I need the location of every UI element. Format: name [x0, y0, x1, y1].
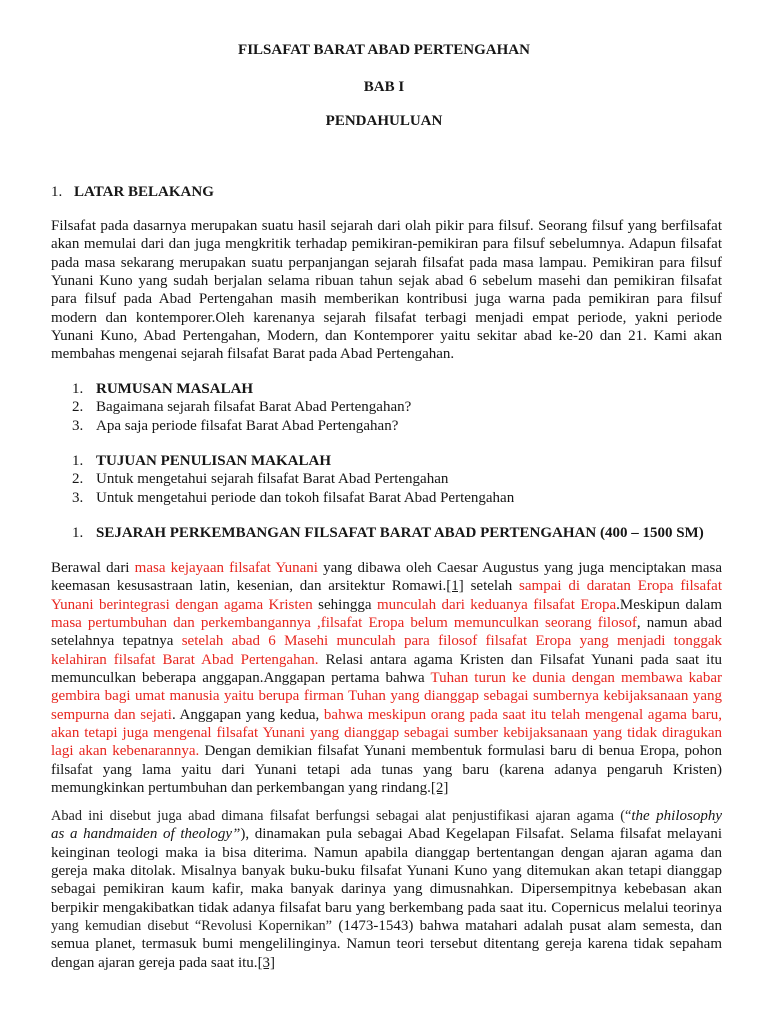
italic-term: as a handmaiden of theology”: [51, 826, 241, 843]
section-heading-latar-belakang: [51, 183, 214, 201]
paragraph-sejarah-1: [51, 559, 722, 797]
text-line: [51, 917, 722, 935]
text-run: Berawal dari: [51, 560, 135, 576]
text-line: [51, 899, 722, 917]
text-run: Relasi antara agama Kristen dan Filsafat Yunani pada saat itu: [318, 651, 722, 668]
list-number: 3.: [72, 489, 84, 506]
text-run: . Anggapan yang kedua,: [171, 706, 324, 723]
italic-term: the philosophy: [631, 808, 722, 824]
footnote-ref-link[interactable]: [3]: [257, 954, 276, 971]
text-line: [51, 290, 722, 308]
text-run: setelah: [463, 578, 520, 595]
text-run: memungkinkan pertumbuhan dan perkembangan yang rindang.: [51, 780, 431, 797]
list-tujuan-penulisan: [72, 452, 514, 507]
text-run: Yunani Kuno, Abad Pertengahan, Modern, dan Kontemporer yaitu sekitar abad ke-20 dan 21. Kami akan: [51, 328, 722, 345]
text-run: modern dan kontemporer.Oleh karenanya sejarah filsafat terbagi menjadi empat periode, yakni periode: [51, 309, 722, 326]
section-heading-sejarah: [72, 524, 704, 542]
section-heading-text: LATAR BELAKANG: [74, 184, 214, 200]
highlighted-text: lagi akan kebenarannya.: [51, 743, 200, 760]
text-line: [51, 779, 722, 797]
text-run: Filsafat pada dasarnya merupakan suatu hasil sejarah dari olah pikir para filsuf. Seorang filsuf yang berfilsafat: [51, 218, 722, 234]
text-run: sebagai pemikiran kaum kafir, maka banyak darinya yang dimusnahkan. Dipersempitnya kebebasan akan: [51, 881, 722, 898]
highlighted-text: gembira bagi umat manusia yaitu berupa firman Tuhan yang dianggap sebagai sumbernya kebijaksanaan yang: [51, 688, 722, 705]
text-run: berpikir mengakibatkan tidak adanya filsafat baru yang berkembang pada saat itu. Copernicus melalui teorinya: [51, 899, 722, 916]
text-line: [51, 935, 722, 953]
text-line: [51, 309, 722, 327]
text-line: [51, 577, 722, 595]
text-line: [51, 596, 722, 614]
list-item: [72, 380, 411, 398]
highlighted-text: munculah dari keduanya filsafat Eropa: [376, 596, 617, 613]
text-line: [51, 706, 722, 724]
list-rumusan-masalah: [72, 380, 411, 435]
list-number: 3.: [72, 417, 84, 434]
text-line: [51, 651, 722, 669]
text-line: [51, 235, 722, 253]
footnote-ref-link[interactable]: [1]: [446, 578, 464, 595]
text-run: Dengan demikian filsafat Yunani membentuk formulasi baru di benua Eropa, pohon: [199, 743, 723, 760]
text-line: [51, 669, 722, 687]
text-line: [51, 862, 722, 880]
highlighted-text: Yunani berintegrasi dengan agama Kristen: [51, 596, 313, 613]
text-line: [51, 761, 722, 779]
text-run: sehingga: [312, 596, 377, 613]
highlighted-text: masa kejayaan filsafat Yunani: [134, 560, 318, 576]
text-run: semua planet, termasuk bumi mengelilinginya. Namun teori tersebut ditentang gereja karena tidak sepaham: [51, 936, 722, 953]
text-line: [51, 880, 722, 898]
highlighted-text: masa pertumbuhan dan perkembangannya ,filsafat Eropa belum memunculkan seorang filosof: [51, 615, 637, 632]
list-item: [72, 452, 514, 470]
text-run: memunculkan beberapa anggapan.Anggapan pertama bahwa: [51, 670, 431, 687]
list-item: [72, 470, 514, 488]
text-line: [51, 345, 722, 363]
text-run: membahas mengenai sejarah filsafat Barat pada Abad Pertengahan.: [51, 346, 455, 363]
text-run: filsafat yang lama yaitu dari Yunani tetapi ada tunas yang baru (karena adanya pengaruh Kristen): [51, 761, 722, 778]
list-item-text: Bagaimana sejarah filsafat Barat Abad Pertengahan?: [96, 399, 412, 416]
text-line: [51, 272, 722, 290]
section-number: 1.: [72, 525, 84, 541]
text-run: Abad ini disebut juga abad dimana filsafat berfungsi sebagai alat penjustifikasi ajaran agama (“: [51, 808, 632, 824]
highlighted-text: kelahiran filsafat Barat Abad Pertengahan.: [51, 651, 319, 668]
footnote-ref-link[interactable]: [2]: [430, 780, 449, 797]
text-run: keinginan teologi maka ia bisa diterima. Namun apabila dianggap bertentangan dengan ajaran agama dan: [51, 844, 722, 861]
text-line: [51, 724, 722, 742]
list-number: 2.: [72, 471, 84, 488]
paragraph-latar-belakang: [51, 217, 722, 364]
list-item: [72, 398, 411, 416]
text-line: [51, 807, 722, 825]
highlighted-text: setelah abad 6 Masehi munculah para filosof filsafat Eropa yang menjadi tonggak: [181, 633, 722, 650]
text-line: [51, 614, 722, 632]
list-item-text: Apa saja periode filsafat Barat Abad Pertengahan?: [96, 417, 399, 434]
highlighted-text: sempurna dan sejati: [51, 706, 172, 723]
text-line: [51, 254, 722, 272]
text-run: ), dinamakan pula sebagai Abad Kegelapan Filsafat. Selama filsafat melayani: [240, 826, 722, 843]
text-run: para filsuf pada Abad Pertengahan masih memberikan kontribusi juga warna pada pemikiran para filsuf: [51, 291, 722, 308]
text-line: [51, 954, 722, 972]
text-run: , namun abad: [636, 615, 722, 632]
list-heading-text: RUMUSAN MASALAH: [96, 381, 254, 397]
list-item: [72, 489, 514, 507]
list-item-text: Untuk mengetahui sejarah filsafat Barat Abad Pertengahan: [96, 471, 449, 488]
text-run: yang dibawa oleh Caesar Augustus yang juga menciptakan masa: [317, 560, 722, 576]
list-number: 1.: [72, 381, 84, 397]
list-item-text: Untuk mengetahui periode dan tokoh filsafat Barat Abad Pertengahan: [96, 489, 515, 506]
list-heading-text: TUJUAN PENULISAN MAKALAH: [96, 453, 332, 469]
text-run: setelahnya tepatnya: [51, 633, 182, 650]
list-number: 2.: [72, 399, 84, 416]
text-line: [51, 687, 722, 705]
text-line: [51, 632, 722, 650]
text-line: [51, 327, 722, 345]
chapter-number: BAB I: [363, 79, 405, 95]
text-run: Yunani Kuno yang sudah berjalan selama ribuan tahun sejak abad 6 sebelum masehi dan pemikiran filsafat: [51, 273, 722, 290]
text-run: yang kemudian disebut “Revolusi Kopernikan”: [51, 918, 333, 935]
text-line: [51, 825, 722, 843]
chapter-title: PENDAHULUAN: [325, 113, 443, 129]
paragraph-sejarah-2: [51, 807, 722, 972]
highlighted-text: akan tetapi juga mengenal filsafat Yunani yang dianggap sebagai sumber kebijaksanaan yang tidak diragukan: [51, 725, 722, 742]
section-heading-text: SEJARAH PERKEMBANGAN FILSAFAT BARAT ABAD PERTENGAHAN (400 – 1500 SM): [96, 525, 704, 541]
highlighted-text: Tuhan turun ke dunia dengan membawa kabar: [430, 670, 722, 687]
text-line: [51, 742, 722, 760]
text-run: dengan ajaran gereja pada saat itu.: [51, 954, 258, 971]
text-run: (1473-1543) bahwa matahari adalah pusat alam semesta, dan: [332, 918, 722, 935]
list-item: [72, 417, 411, 435]
highlighted-text: sampai di daratan Eropa filsafat: [519, 578, 722, 595]
text-line: [51, 217, 722, 235]
text-line: [51, 844, 722, 862]
section-number: 1.: [51, 184, 63, 200]
text-run: pada masa sekarang merupakan suatu perpanjangan sejarah filsafat pada masa lampau. Pemikiran para filsuf: [51, 254, 722, 271]
text-line: [51, 559, 722, 577]
text-run: akan memulai dari dan juga mengkritik terhadap pemikiran-pemikiran para filsuf sebelumnya. Adapun filsafat: [51, 236, 722, 253]
text-run: gereja maka ditolak. Misalnya banyak buku-buku filsafat Yunani Kuno yang ditemukan akan tetapi dianggap: [51, 863, 722, 880]
text-run: keemasan kesusastraan latin, kesenian, dan arsitektur Romawi.: [51, 578, 447, 595]
list-number: 1.: [72, 453, 84, 469]
highlighted-text: bahwa meskipun orang pada saat itu telah mengenal agama baru,: [323, 706, 722, 723]
document-title: FILSAFAT BARAT ABAD PERTENGAHAN: [238, 42, 530, 58]
text-run: .Meskipun dalam: [616, 596, 722, 613]
